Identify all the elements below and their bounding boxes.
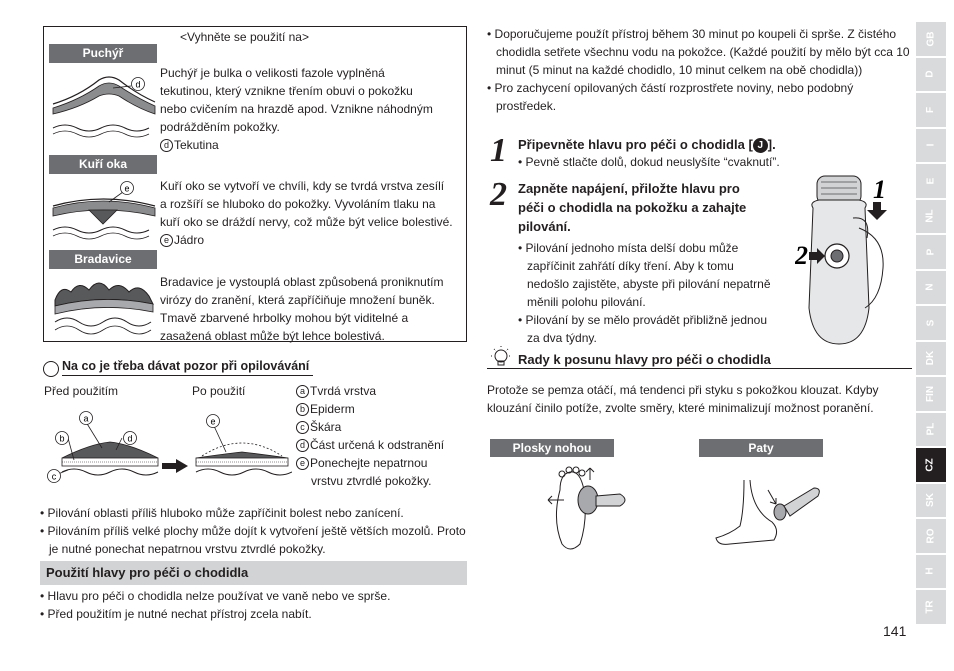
lang-tab-cz[interactable] [916, 448, 946, 482]
svg-text:1: 1 [873, 175, 886, 204]
heel-illustration [710, 460, 840, 556]
sole-illustration [540, 460, 640, 556]
lightbulb-hint-icon [487, 345, 515, 369]
caution-heading: Na co je třeba dávat pozor při opilovávání [62, 357, 313, 376]
intro-bullets: • Doporučujeme použít přístroj během 30 minut po koupeli či sprše. Z čistého chodidla setřete všechnu vodu na pokožce. (Každé použití by mělo být cca 10 minut (5 minut na každé chodidlo, 10 minut celkem na obě chodidla)) • Pro zachycení opilovaných částí rozprostřete noviny, nebo podobný prostředek. [487, 27, 910, 113]
after-diagram [192, 408, 292, 490]
lang-tab-dk[interactable] [916, 342, 946, 376]
arrow-right-icon [160, 458, 190, 474]
lang-tab-tr[interactable] [916, 590, 946, 624]
lang-tab-label: SK [925, 493, 936, 508]
wart-text: Bradavice je vystouplá oblast způsobená proniknutím virózy do zranění, která zapříčiňuje množení buněk. Tmavě zbarvené hrbolky mohou být viditelné a zasažená oblast může být lehce bolestivá. [160, 275, 444, 343]
blister-marker: d [135, 79, 141, 90]
lang-tab-label: E [924, 177, 936, 185]
after-label: Po použití [192, 384, 246, 398]
device-illustration [795, 168, 915, 348]
lang-tab-label: FIN [924, 385, 936, 402]
lang-tab-h[interactable] [916, 555, 946, 589]
lang-tab-gb[interactable] [916, 22, 946, 56]
lang-tab-label: P [924, 248, 936, 256]
blister-text: Puchýř je bulka o velikosti fazole vyplněná tekutinou, který vznikne třením obuvi o pokožku nebo cvičením na hrazdě apod. Vznikne náhodným podrážděním pokožky. d Tekutina [160, 66, 433, 152]
lang-tab-pl[interactable] [916, 413, 946, 447]
step-2-bullets: • Pilování jednoho místa delší dobu může zapříčinit zahřátí díky tření. Aby k tomu nedošlo zajistěte, abyste při pilování nepatrně měnili polohu pilování. • Pilování by se mělo provádět přibližně jednou za dva týdny. [518, 241, 771, 345]
lang-tab-d[interactable] [916, 58, 946, 92]
hint-text: Protože se pemza otáčí, má tendenci při styku s pokožkou klouzat. Kdyby klouzání činilo potíže, zvolte směry, které minimalizují možnost poranění. [487, 383, 879, 415]
usage-heading: Použití hlavy pro péči o chodidla [40, 561, 467, 585]
svg-text:b: b [59, 433, 65, 444]
arrow-down-icon [867, 202, 887, 220]
avoid-box-heading: <Vyhněte se použití na> [180, 30, 309, 44]
diagram-legend: a Tvrdá vrstva b Epiderm c Škára d Část určená k odstranění e Ponechejte nepatrnou vrstvu ztvrdlé pokožky. [296, 382, 444, 490]
lang-tab-label: RO [925, 528, 936, 544]
lang-tab-fin[interactable] [916, 377, 946, 411]
lang-tab-label: F [924, 106, 936, 113]
lang-tab-s[interactable] [916, 306, 946, 340]
lang-tab-i[interactable] [916, 129, 946, 163]
svg-text:e: e [210, 416, 216, 427]
svg-text:d: d [127, 433, 133, 444]
label-blister: Puchýř [49, 44, 157, 63]
hint-title: Rady k posunu hlavy pro péči o chodidla [518, 352, 771, 367]
lang-tab-label: N [924, 283, 936, 291]
lang-tab-ro[interactable] [916, 519, 946, 553]
label-soles: Plosky nohou [490, 439, 614, 457]
lang-tab-label: S [924, 319, 936, 327]
lang-tab-f[interactable] [916, 93, 946, 127]
svg-text:2: 2 [795, 241, 808, 270]
page-number: 141 [883, 623, 907, 639]
step-2-title: Zapněte napájení, přiložte hlavu pro péči o chodidla na pokožku a zahajte pilování. [518, 181, 747, 234]
lang-tab-n[interactable] [916, 271, 946, 305]
lang-tab-label: PL [925, 422, 936, 436]
label-heels: Paty [699, 439, 823, 457]
lang-tab-label: H [924, 567, 936, 575]
step-1-title: Připevněte hlavu pro péči o chodidla [ J ]. [518, 137, 776, 152]
svg-text:a: a [83, 413, 89, 424]
lang-tab-label: TR [925, 600, 936, 614]
before-diagram [40, 408, 160, 490]
lang-tab-sk[interactable] [916, 484, 946, 518]
label-corn: Kuří oka [49, 155, 157, 174]
blister-illustration [49, 68, 159, 140]
step-2-number: 2 [490, 176, 507, 213]
lang-tab-label: I [925, 143, 936, 147]
lang-tab-label: GB [925, 31, 936, 47]
hint-divider [487, 368, 912, 369]
caution-circle-icon [43, 361, 59, 377]
label-wart: Bradavice [49, 250, 157, 269]
lang-tab-e[interactable] [916, 164, 946, 198]
before-label: Před použitím [44, 384, 119, 398]
caution-bullets: • Pilování oblasti příliš hluboko může zapříčinit bolest nebo zanícení. • Pilováním příliš velké plochy může dojít k vytvoření ještě větších mozolů. Proto je nutné ponechat nepatrnou vrstvu ztvrdlé pokožky. [40, 506, 466, 556]
attachment-j-icon: J [753, 138, 768, 153]
corn-illustration [49, 178, 159, 246]
lang-tab-nl[interactable] [916, 200, 946, 234]
wart-illustration [49, 270, 159, 340]
step-1-number: 1 [490, 132, 507, 169]
corn-text: Kuří oko se vytvoří ve chvíli, kdy se tvrdá vrstva zesílí a rozšíří se hluboko do pokožky. Vyvoláním tlaku na kuří oko se dráždí nervy, což může být velice bolestivé. e Jádro [160, 179, 453, 247]
svg-text:c: c [51, 471, 57, 482]
lang-tab-label: CZ [925, 458, 936, 472]
lang-tab-label: NL [925, 209, 936, 223]
corn-marker: e [124, 183, 130, 194]
lang-tab-label: DK [924, 351, 936, 366]
lang-tab-label: D [924, 70, 936, 78]
step-1-bullet: • Pevně stlačte dolů, dokud neuslyšíte “cvaknutí”. [518, 155, 780, 169]
lang-tab-p[interactable] [916, 235, 946, 269]
usage-bullets: • Hlavu pro péči o chodidla nelze používat ve vaně nebo ve sprše. • Před použitím je nutné nechat přístroj zcela nabít. [40, 589, 391, 621]
